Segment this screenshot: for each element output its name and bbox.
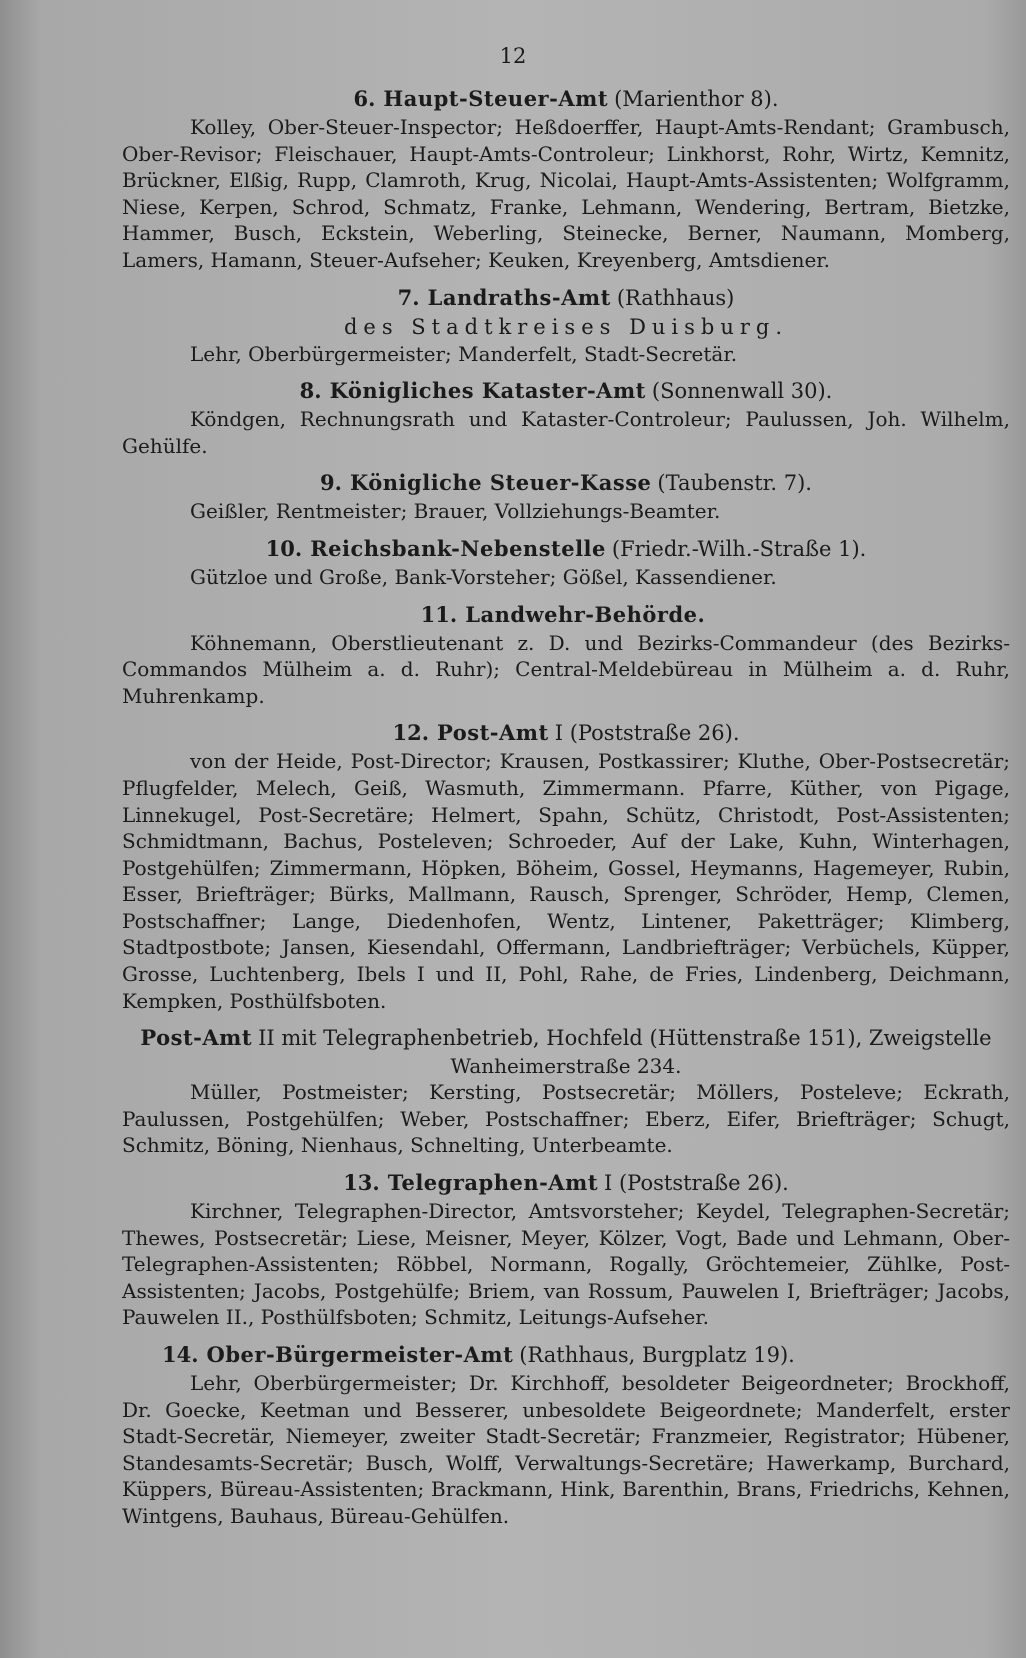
section-title: Post-Amt <box>437 720 549 746</box>
section-ober-buergermeister-amt <box>122 1340 1010 1530</box>
page-content <box>122 84 1010 1539</box>
section-title: Ober-Bürgermeister-Amt <box>206 1342 514 1367</box>
section-number: 12. <box>392 720 430 746</box>
section-body: Köhnemann, Oberstlieutenant z. D. und Bezirks-Commandeur (des Bezirks-Commandos Mülheim a. d. Ruhr); Central-Meldebüreau in Mülheim a. d. Ruhr, Muhrenkamp. <box>122 630 1010 708</box>
section-title: Haupt-Steuer-Amt <box>383 86 609 111</box>
section-heading <box>122 1340 1010 1370</box>
section-title: Reichsbank-Nebenstelle <box>310 535 606 561</box>
section-address: (Taubenstr. 7). <box>657 471 812 496</box>
page-number: 12 <box>499 44 527 68</box>
section-telegraphen-amt <box>122 1168 1010 1331</box>
section-body: von der Heide, Post-Director; Krausen, Postkassirer; Kluthe, Ober-Postsecretär; Pflugfelder, Melech, Geiß, Wasmuth, Zimmermann. Pfarre, Küther, von Pigage, Linnekugel, Post-Secretäre; Helmert, Spahn, Schütz, Christodt, Post-Assistenten; Schmidtmann, Bachus, Posteleven; Schroeder, Auf der Lake, Kuhn, Winterhagen, Postgehülfen; Zimmermann, Höpken, Böheim, Gossel, Heymanns, Hagemeyer, Rubin, Esser, Briefträger; Bürks, Mallmann, Rausch, Sprenger, Schröder, Hemp, Clemen, Postschaffner; Lange, Diedenhofen, Wentz, Lintener, Paketträger; Klimberg, Stadtpostbote; Jansen, Kiesendahl, Offermann, Landbriefträger; Verbüchels, Küpper, Grosse, Luchtenberg, Ibels I und II, Pohl, Rahe, de Fries, Lindenberg, Deichmann, Kempken, Posthülfsboten. <box>122 749 1010 1013</box>
section-subline: des Stadtkreises Duisburg. <box>343 314 789 339</box>
section-number: 7. <box>397 284 420 310</box>
section-title: Königliches Kataster-Amt <box>329 378 646 404</box>
section-heading <box>122 718 1010 748</box>
section-title: Landwehr-Behörde. <box>465 601 706 627</box>
section-address: II mit Telegraphenbetrieb, Hochfeld (Hüttenstraße 151), Zweigstelle <box>258 1026 992 1051</box>
section-heading <box>122 1168 1010 1198</box>
section-heading <box>122 84 1010 114</box>
section-address: I (Poststraße 26). <box>554 721 740 746</box>
section-post-amt-1 <box>122 718 1010 1014</box>
section-body: Müller, Postmeister; Kersting, Postsecretär; Möllers, Posteleve; Eckrath, Paulussen, Postgehülfen; Weber, Postschaffner; Eberz, Eifer, Briefträger; Schugt, Schmitz, Böning, Nienhaus, Schnelting, Unterbeamte. <box>122 1080 1010 1158</box>
section-body: Kirchner, Telegraphen-Director, Amtsvorsteher; Keydel, Telegraphen-Secretär; Thewes, Postsecretär; Liese, Meisner, Meyer, Kölzer, Vogt, Bade und Lehmann, Ober-Telegraphen-Assistenten; Röbbel, Normann, Rogally, Gröchtemeier, Zühlke, Post-Assistenten; Jacobs, Postgehülfe; Briem, van Rossum, Pauwelen I, Briefträger; Jacobs, Pauwelen II., Posthülfsboten; Schmitz, Leitungs-Aufseher. <box>122 1199 1010 1330</box>
section-haupt-steuer-amt <box>122 84 1010 274</box>
section-heading <box>122 1023 1010 1053</box>
section-heading <box>122 283 1010 313</box>
section-number: 8. <box>299 378 322 404</box>
section-title: Telegraphen-Amt <box>387 1170 599 1196</box>
section-number: 13. <box>343 1170 380 1196</box>
section-heading <box>122 600 1010 630</box>
section-reichsbank <box>122 534 1010 591</box>
section-title: Post-Amt <box>140 1025 253 1051</box>
section-address: (Rathhaus, Burgplatz 19). <box>519 1343 795 1367</box>
section-heading <box>122 468 1010 498</box>
section-address: I (Poststraße 26). <box>604 1171 789 1196</box>
section-title: Landraths-Amt <box>427 284 611 310</box>
section-body: Gützloe und Große, Bank-Vorsteher; Gößel, Kassendiener. <box>190 564 777 589</box>
section-address-continued: Wanheimerstraße 234. <box>450 1054 682 1079</box>
section-address: (Rathhaus) <box>616 285 735 310</box>
section-heading <box>122 376 1010 406</box>
section-heading <box>122 534 1010 564</box>
section-body: Geißler, Rentmeister; Brauer, Vollziehungs-Beamter. <box>190 499 721 524</box>
section-kataster-amt <box>122 376 1010 459</box>
section-body: Lehr, Oberbürgermeister; Dr. Kirchhoff, besoldeter Beigeordneter; Brockhoff, Dr. Goecke, Keetman und Besserer, unbesoldete Beigeordnete; Manderfelt, erster Stadt-Secretär, Niemeyer, zweiter Stadt-Secretär; Franzmeier, Registrator; Hübener, Standesamts-Secretär; Busch, Wolff, Verwaltungs-Secretäre; Hawerkamp, Burchard, Küppers, Büreau-Assistenten; Brackmann, Hink, Barenthin, Brans, Friedrichs, Kehnen, Wintgens, Bauhaus, Büreau-Gehülfen. <box>122 1371 1010 1528</box>
section-number: 14. <box>162 1342 199 1367</box>
section-address: (Sonnenwall 30). <box>651 379 833 404</box>
section-body: Kolley, Ober-Steuer-Inspector; Heßdoerffer, Haupt-Amts-Rendant; Grambusch, Ober-Revisor; Fleischauer, Haupt-Amts-Controleur; Linkhorst, Rohr, Wirtz, Kemnitz, Brückner, Elßig, Rupp, Clamroth, Krug, Nicolai, Haupt-Amts-Assistenten; Wolfgramm, Niese, Kerpen, Schrod, Schmatz, Franke, Lehmann, Wendering, Bertram, Bietzke, Hammer, Busch, Eckstein, Weberling, Steinecke, Berner, Naumann, Momberg, Lamers, Hamann, Steuer-Aufseher; Keuken, Kreyenberg, Amtsdiener. <box>122 115 1010 272</box>
section-number: 11. <box>420 601 458 627</box>
section-address: (Marienthor 8). <box>614 87 779 111</box>
section-address: (Friedr.-Wilh.-Straße 1). <box>611 536 867 561</box>
section-number: 10. <box>265 535 303 561</box>
section-steuer-kasse <box>122 468 1010 525</box>
section-body: Lehr, Oberbürgermeister; Manderfelt, Stadt-Secretär. <box>190 341 738 366</box>
section-body: Köndgen, Rechnungsrath und Kataster-Controleur; Paulussen, Joh. Wilhelm, Gehülfe. <box>122 407 1010 458</box>
section-landwehr <box>122 600 1010 710</box>
section-post-amt-2 <box>122 1023 1010 1159</box>
section-title: Königliche Steuer-Kasse <box>349 470 652 496</box>
section-number: 9. <box>320 470 342 496</box>
section-landraths-amt <box>122 283 1010 368</box>
section-number: 6. <box>353 86 376 111</box>
